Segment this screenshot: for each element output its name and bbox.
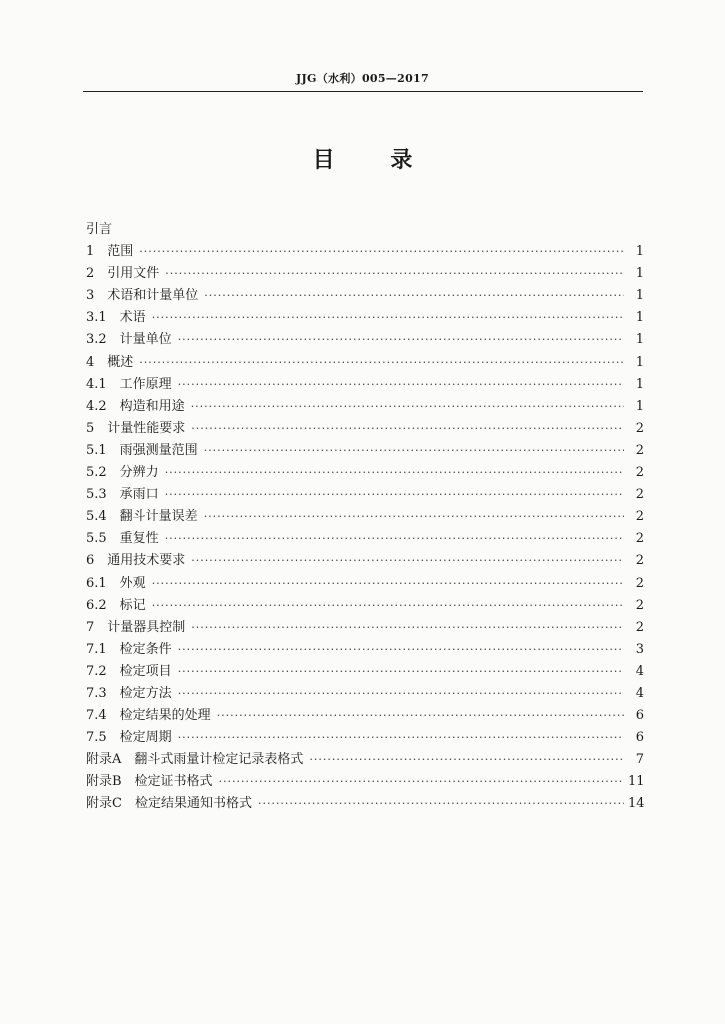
toc-entry-page-number: 1 xyxy=(635,376,644,392)
toc-entry-label: 5.4 翻斗计量误差 xyxy=(86,509,198,525)
dot-leader xyxy=(152,307,624,329)
toc-entry[interactable] xyxy=(86,241,644,263)
toc-entry-introduction[interactable] xyxy=(86,219,644,241)
toc-entry[interactable] xyxy=(86,683,644,705)
toc-entry-page-number: 1 xyxy=(635,354,644,370)
toc-entry-label: 5 计量性能要求 xyxy=(86,420,186,436)
toc-entry-page-number: 2 xyxy=(635,575,644,591)
toc-entry-page-number: 1 xyxy=(635,266,644,282)
toc-entry-page-number: 6 xyxy=(635,708,644,724)
header-rule xyxy=(83,91,643,92)
toc-entry-page-number: 1 xyxy=(635,288,644,304)
toc-entry-label: 7.1 检定条件 xyxy=(86,641,172,657)
toc-entry-page-number: 6 xyxy=(635,730,644,746)
toc-entry[interactable] xyxy=(86,506,644,528)
toc-entry-label: 6.2 标记 xyxy=(86,597,146,613)
toc-entry[interactable] xyxy=(86,705,644,727)
dot-leader xyxy=(309,749,624,771)
toc-entry-page-number: 14 xyxy=(628,796,645,812)
toc-entry[interactable] xyxy=(86,352,644,374)
toc-entry[interactable] xyxy=(86,418,644,440)
toc-entry-label: 6.1 外观 xyxy=(86,575,146,591)
toc-entry[interactable] xyxy=(86,771,644,793)
toc-entry-page-number: 2 xyxy=(635,509,644,525)
dot-leader xyxy=(191,396,624,418)
toc-entry-page-number: 1 xyxy=(635,398,644,414)
toc-entry-page-number: 2 xyxy=(635,553,644,569)
dot-leader xyxy=(178,661,624,683)
toc-entry-label: 附录B 检定证书格式 xyxy=(86,774,213,790)
dot-leader xyxy=(204,506,624,528)
toc-entry[interactable] xyxy=(86,285,644,307)
dot-leader xyxy=(152,573,624,595)
dot-leader xyxy=(165,263,624,285)
dot-leader xyxy=(165,528,624,550)
toc-entry[interactable] xyxy=(86,550,644,572)
toc-entry[interactable] xyxy=(86,661,644,683)
toc-entry-page-number: 2 xyxy=(635,487,644,503)
dot-leader xyxy=(178,727,624,749)
dot-leader xyxy=(191,418,624,440)
dot-leader xyxy=(165,484,624,506)
toc-entry-label: 1 范围 xyxy=(86,244,134,260)
toc-entry-page-number: 7 xyxy=(635,752,644,768)
toc-entry[interactable] xyxy=(86,727,644,749)
toc-entry-label: 3.1 术语 xyxy=(86,310,146,326)
toc-entry[interactable] xyxy=(86,440,644,462)
toc-entry[interactable] xyxy=(86,263,644,285)
dot-leader xyxy=(204,285,624,307)
toc-entry-label: 5.1 雨强测量范围 xyxy=(86,442,198,458)
page-title: 目 录 xyxy=(312,148,413,173)
dot-leader xyxy=(178,329,624,351)
dot-leader xyxy=(178,683,624,705)
toc-entry[interactable] xyxy=(86,462,644,484)
toc-entry-label: 6 通用技术要求 xyxy=(86,553,186,569)
toc-entry-page-number: 11 xyxy=(628,774,645,790)
dot-leader xyxy=(219,771,624,793)
toc-entry[interactable] xyxy=(86,793,644,815)
dot-leader xyxy=(165,462,624,484)
toc-entry-label: 3.2 计量单位 xyxy=(86,332,172,348)
toc-entry[interactable] xyxy=(86,528,644,550)
toc-entry-page-number: 1 xyxy=(635,310,644,326)
toc-entry-label: 5.5 重复性 xyxy=(86,531,159,547)
dot-leader xyxy=(258,793,624,815)
dot-leader xyxy=(139,352,624,374)
toc-entry-label: 4.1 工作原理 xyxy=(86,376,172,392)
toc-entry-label: 7.5 检定周期 xyxy=(86,730,172,746)
toc-entry-page-number: 3 xyxy=(635,641,644,657)
dot-leader xyxy=(191,550,624,572)
toc-entry-page-number: 2 xyxy=(635,420,644,436)
toc-entry-page-number: 4 xyxy=(635,685,644,701)
toc-entry-page-number: 2 xyxy=(635,442,644,458)
toc-entry-label: 3 术语和计量单位 xyxy=(86,288,199,304)
toc-entry[interactable] xyxy=(86,617,644,639)
toc-entry[interactable] xyxy=(86,374,644,396)
toc-entry[interactable] xyxy=(86,595,644,617)
toc-entry[interactable] xyxy=(86,484,644,506)
dot-leader xyxy=(178,639,624,661)
toc-entry-label: 2 引用文件 xyxy=(86,266,160,282)
toc-entry-label: 4.2 构造和用途 xyxy=(86,398,185,414)
toc-entry-page-number: 2 xyxy=(635,597,644,613)
document-code-header: JJG（水利）005—2017 xyxy=(296,72,429,85)
toc-entry-label: 附录C 检定结果通知书格式 xyxy=(86,796,252,812)
dot-leader xyxy=(191,617,624,639)
toc-entry[interactable] xyxy=(86,749,644,771)
toc-entry-page-number: 2 xyxy=(635,465,644,481)
toc-entry-label: 引言 xyxy=(86,222,113,237)
toc-entry-label: 附录A 翻斗式雨量计检定记录表格式 xyxy=(86,752,304,768)
dot-leader xyxy=(204,440,624,462)
toc-entry[interactable] xyxy=(86,639,644,661)
toc-entry-label: 7 计量器具控制 xyxy=(86,619,186,635)
toc-entry-page-number: 2 xyxy=(635,531,644,547)
toc-entry[interactable] xyxy=(86,329,644,351)
dot-leader xyxy=(217,705,624,727)
toc-entry-page-number: 1 xyxy=(635,332,644,348)
toc-entry[interactable] xyxy=(86,573,644,595)
toc-entry-label: 5.3 承雨口 xyxy=(86,487,159,503)
toc-entry-label: 4 概述 xyxy=(86,354,134,370)
toc-entry-page-number: 2 xyxy=(635,619,644,635)
dot-leader xyxy=(178,374,624,396)
dot-leader xyxy=(152,595,624,617)
dot-leader xyxy=(139,241,624,263)
toc-entry-label: 7.3 检定方法 xyxy=(86,685,172,701)
toc-entry-page-number: 1 xyxy=(635,244,644,260)
table-of-contents xyxy=(86,219,644,816)
toc-entry[interactable] xyxy=(86,307,644,329)
toc-entry[interactable] xyxy=(86,396,644,418)
toc-entry-label: 7.2 检定项目 xyxy=(86,663,172,679)
toc-entry-page-number: 4 xyxy=(635,663,644,679)
toc-entry-label: 7.4 检定结果的处理 xyxy=(86,708,211,724)
toc-entry-label: 5.2 分辨力 xyxy=(86,465,159,481)
